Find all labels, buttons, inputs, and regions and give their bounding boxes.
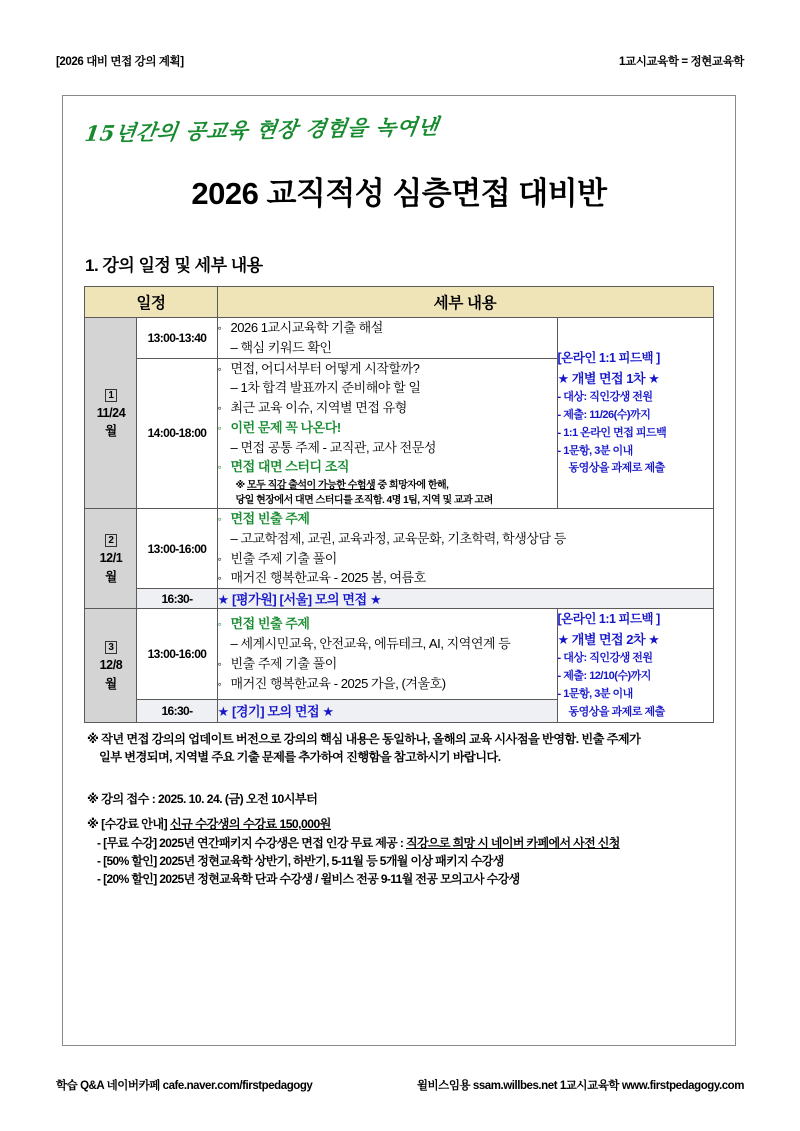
detail-line: ◦ 빈출 주제 기출 풀이 <box>218 654 557 674</box>
fee-item-text: - [무료 수강] 2025년 연간패키지 수강생은 면접 인강 무료 제공 : <box>97 835 406 850</box>
fee-item <box>87 834 735 852</box>
header-left-text: [2026 대비 면접 강의 계획] <box>56 56 184 68</box>
schedule-table-body <box>85 318 713 723</box>
session-date: 12/8 <box>99 657 123 672</box>
session-number: 1 <box>105 389 116 402</box>
running-footer <box>56 1077 744 1093</box>
feedback-subtitle: ★ 개별 면접 1차 ★ <box>557 371 660 387</box>
footer-right-text: 윌비스임용 ssam.willbes.net 1교시교육학 www.firstpedagogy.com <box>416 1080 744 1092</box>
feedback-item-continuation: 동영상을 과제로 제출 <box>568 705 665 718</box>
handwritten-tagline: 15년간의 공교육 현장 경험을 녹여낸 <box>83 113 441 146</box>
session-weekday: 월 <box>105 569 117 584</box>
feedback-item: - 1:1 온라인 면접 피드백 <box>557 426 667 439</box>
detail-line: – 세계시민교육, 안전교육, 에듀테크, AI, 지역연계 등 <box>218 634 557 654</box>
time-cell: 14:00-18:00 <box>137 358 217 509</box>
detail-cell <box>217 509 713 589</box>
session-weekday: 월 <box>105 424 117 439</box>
table-header-row <box>85 287 713 318</box>
footer-left-text: 학습 Q&A 네이버카페 cafe.naver.com/firstpedagogy <box>56 1080 313 1092</box>
registration-line: ※ 강의 접수 : 2025. 10. 24. (금) 오전 10시부터 <box>87 791 318 806</box>
time-cell: 13:00-16:00 <box>137 609 217 700</box>
detail-line: ◦ 2026 1교시교육학 기출 해설 <box>218 318 557 338</box>
header-right-text: 1교시교육학 = 정현교육학 <box>619 56 744 68</box>
feedback-item: - 1문항, 3분 이내 <box>557 444 633 457</box>
spacer <box>63 767 735 783</box>
footnote-underlined: 모두 직감 출석이 가능한 수험생 <box>247 480 376 491</box>
footnote-line-2: 당일 현장에서 대면 스터디를 조직함. 4명 1팀, 지역 및 교과 고려 <box>235 494 493 506</box>
detail-line: ◦ 빈출 주제 기출 풀이 <box>218 549 713 569</box>
detail-cell <box>217 358 557 509</box>
time-cell: 16:30- <box>137 589 217 609</box>
feedback-box-1 <box>557 318 713 509</box>
table-row <box>85 609 713 700</box>
feedback-title: [온라인 1:1 피드백 ] <box>557 350 660 365</box>
fee-item-underlined: 직강으로 희망 시 네이버 카페에서 사전 신청 <box>405 835 620 850</box>
detail-line: ◦ 면접, 어디서부터 어떻게 시작할까? <box>218 359 557 379</box>
fee-label: ※ [수강료 안내] <box>87 817 168 832</box>
table-row <box>85 509 713 589</box>
detail-line: ◦ 매거진 행복한교육 - 2025 봄, 여름호 <box>218 568 713 588</box>
column-header-details: 세부 내용 <box>217 287 713 318</box>
detail-line: – 핵심 키워드 확인 <box>218 338 557 358</box>
registration-note <box>87 790 735 809</box>
running-header <box>56 52 744 70</box>
footnote-suffix: 중 희망자에 한해, <box>375 480 449 491</box>
fee-item-text: - [20% 할인] 2025년 정현교육학 단과 수강생 / 윌비스 전공 9-11월 전공 모의고사 수강생 <box>97 872 520 887</box>
schedule-table <box>84 286 713 723</box>
detail-cell <box>217 318 557 359</box>
fee-heading <box>87 815 735 834</box>
feedback-item: - 제출: 11/26(수)까지 <box>557 408 651 421</box>
detail-footnote <box>218 479 557 508</box>
feedback-item: - 제출: 12/10(수)까지 <box>557 670 651 683</box>
day-cell-2 <box>85 509 137 609</box>
footnote-prefix: ※ <box>235 480 247 491</box>
mock-interview-label: ★ [평가원] [서울] 모의 면접 ★ <box>217 589 713 609</box>
column-header-schedule: 일정 <box>85 287 217 318</box>
feedback-item-continuation: 동영상을 과제로 제출 <box>568 462 665 475</box>
feedback-box-2 <box>557 609 713 723</box>
update-note-line-1: ※ 작년 면접 강의의 업데이트 버전으로 강의의 핵심 내용은 동일하나, 올해의 교육 시사점을 반영함. 빈출 주제가 <box>87 731 641 746</box>
time-cell: 13:00-13:40 <box>137 318 217 359</box>
feedback-title: [온라인 1:1 피드백 ] <box>557 612 660 626</box>
session-date: 11/24 <box>96 405 126 420</box>
time-cell: 13:00-16:00 <box>137 509 217 589</box>
fee-value: 신규 수강생의 수강료 150,000원 <box>169 817 331 832</box>
detail-line-highlight: ◦ 면접 빈출 주제 <box>218 509 713 529</box>
fee-item <box>87 852 735 870</box>
session-weekday: 월 <box>105 676 117 691</box>
section-heading: 1. 강의 일정 및 세부 내용 <box>85 256 263 275</box>
table-row-mock-interview <box>85 589 713 609</box>
feedback-item: - 대상: 직인강생 전원 <box>557 652 653 665</box>
detail-line-highlight: ◦ 면접 대면 스터디 조직 <box>218 457 557 477</box>
day-cell-1 <box>85 318 137 509</box>
update-note-line-2: 일부 변경되며, 지역별 주요 기출 문제를 추가하여 진행함을 참고하시기 바랍니다. <box>99 750 501 765</box>
detail-line: – 면접 공통 주제 - 교직관, 교사 전문성 <box>218 438 557 458</box>
page-title: 2026 교직적성 심층면접 대비반 <box>191 176 607 211</box>
session-number: 2 <box>105 534 116 547</box>
detail-line-highlight: ◦ 이런 문제 꼭 나온다! <box>218 418 557 438</box>
feedback-item: - 1문항, 3분 이내 <box>557 687 633 700</box>
day-cell-3 <box>85 609 137 723</box>
table-row <box>85 318 713 359</box>
fee-item-text: - [50% 할인] 2025년 정현교육학 상반기, 하반기, 5-11월 등 5개월 이상 패키지 수강생 <box>97 853 504 868</box>
mock-interview-label: ★ [경기] 모의 면접 ★ <box>217 699 557 722</box>
feedback-subtitle: ★ 개별 면접 2차 ★ <box>557 632 660 648</box>
session-number: 3 <box>105 641 116 654</box>
document-body <box>62 95 736 1046</box>
detail-cell <box>217 609 557 700</box>
fee-item <box>87 870 735 888</box>
detail-line: – 1차 합격 발표까지 준비해야 할 일 <box>218 378 557 398</box>
feedback-item: - 대상: 직인강생 전원 <box>557 391 653 404</box>
detail-line: – 고교학점제, 교권, 교육과정, 교육문화, 기초학력, 학생상담 등 <box>218 529 713 549</box>
detail-line-highlight: ◦ 면접 빈출 주제 <box>218 614 557 634</box>
session-date: 12/1 <box>99 551 123 566</box>
fee-section <box>87 815 735 888</box>
detail-line: ◦ 매거진 행복한교육 - 2025 가을, (겨울호) <box>218 674 557 694</box>
detail-line: ◦ 최근 교육 이슈, 지역별 면접 유형 <box>218 398 557 418</box>
time-cell: 16:30- <box>137 699 217 722</box>
update-note <box>87 730 735 767</box>
